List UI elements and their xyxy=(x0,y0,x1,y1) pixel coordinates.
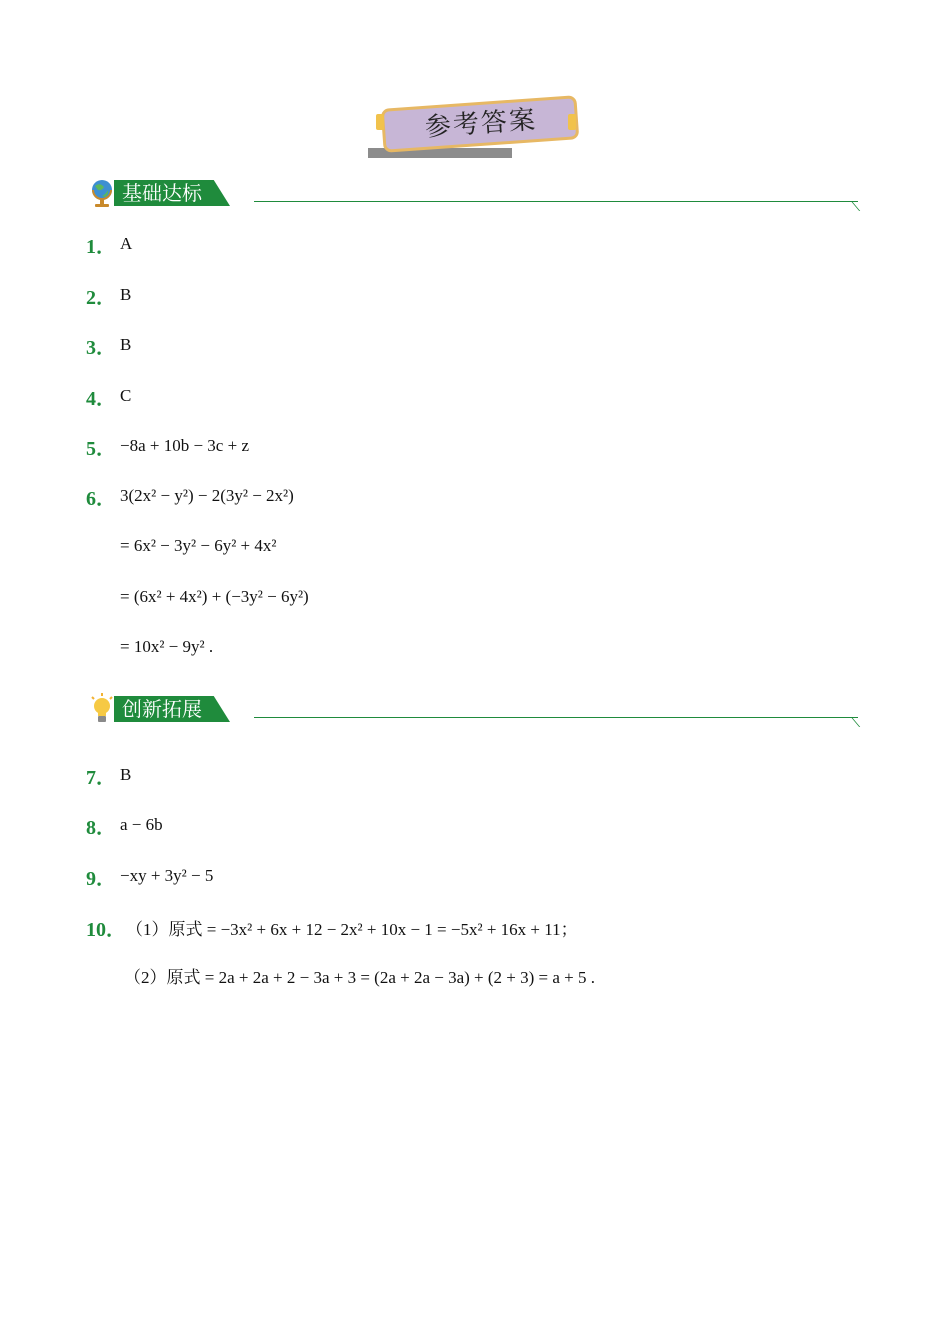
section-basic-header xyxy=(88,176,864,210)
answer-item xyxy=(86,280,131,310)
answer-step xyxy=(120,632,213,662)
answer-item xyxy=(86,810,163,840)
answer-text: −8a + 10b − 3c + z xyxy=(120,436,249,455)
answer-number: 1． xyxy=(86,235,116,258)
lightbulb-icon xyxy=(88,692,116,726)
answer-item xyxy=(86,481,294,511)
section-title: 创新拓展 xyxy=(122,697,202,721)
answer-item xyxy=(86,229,132,259)
answer-number: 6． xyxy=(86,487,116,510)
answer-step-text: = 6x² − 3y² − 6y² + 4x² xyxy=(120,536,277,555)
answer-number: 5． xyxy=(86,437,116,460)
answer-text: 3(2x² − y²) − 2(3y² − 2x²) xyxy=(120,486,294,505)
section-divider xyxy=(254,201,858,202)
answer-item xyxy=(86,381,131,411)
answer-number: 4． xyxy=(86,387,116,410)
answer-number: 10． xyxy=(86,918,126,941)
section-divider-tail xyxy=(851,201,868,211)
answer-step xyxy=(124,960,595,990)
answer-text: a − 6b xyxy=(120,815,163,834)
answer-number: 2． xyxy=(86,286,116,309)
answer-text: B xyxy=(120,765,132,784)
answer-step-text: = 10x² − 9y² . xyxy=(120,637,214,656)
answer-step-text: （2）原式 = 2a + 2a + 2 − 3a + 3 = (2a + 2a − 3a) + (2 + 3) = a + 5 . xyxy=(124,967,596,987)
answer-number: 9． xyxy=(86,867,116,890)
banner-tab-right xyxy=(568,114,576,130)
answer-number: 3． xyxy=(86,336,116,359)
banner-tab-left xyxy=(376,114,384,130)
answer-text: B xyxy=(120,335,132,354)
answer-text: C xyxy=(120,386,132,405)
section-extend-header xyxy=(88,692,864,726)
answer-item xyxy=(86,431,249,461)
answer-item xyxy=(86,760,131,790)
answer-text: A xyxy=(120,234,133,253)
answer-step xyxy=(120,582,309,612)
answer-step xyxy=(120,531,277,561)
answer-text: −xy + 3y² − 5 xyxy=(120,866,214,885)
section-divider xyxy=(254,717,858,718)
answer-text: （1）原式 = −3x² + 6x + 12 − 2x² + 10x − 1 = −5x² + 16x + 11； xyxy=(126,919,578,939)
section-title: 基础达标 xyxy=(122,181,202,205)
globe-icon xyxy=(88,176,116,210)
section-divider-tail xyxy=(851,717,868,727)
answer-item xyxy=(86,861,213,891)
answer-text: B xyxy=(120,285,132,304)
answer-step-text: = (6x² + 4x²) + (−3y² − 6y²) xyxy=(120,587,309,606)
answer-item xyxy=(86,330,131,360)
answer-number: 7． xyxy=(86,766,116,789)
page-title: 参考答案 xyxy=(424,105,538,143)
answer-item xyxy=(86,912,578,942)
answer-number: 8． xyxy=(86,816,116,839)
answer-key-banner xyxy=(368,96,584,160)
